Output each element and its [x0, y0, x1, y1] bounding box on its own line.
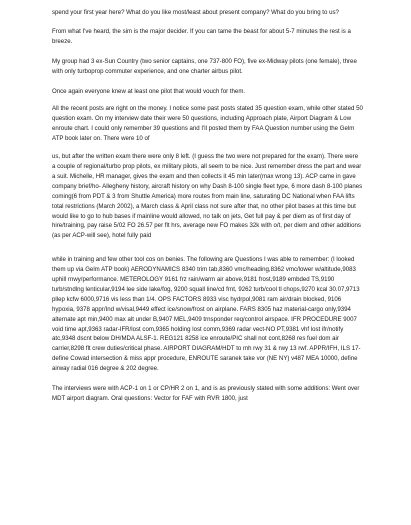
paragraph-group-composition: My group had 3 ex-Sun Country (two senior captains, one 737-800 FO), five ex-Midway pilots (one female), three with only turboprop commuter experience, and one charter airbus pilot.	[52, 57, 357, 75]
paragraph-interview-oral: The interviews were with ACP-1 on 1 or CP/HR 2 on 1, and is as previously stated with some additions: Went over MDT airport diagram. Oral questions: Vector for FAF with RVR 1800, just	[52, 384, 360, 402]
paragraph-vouch: Once again everyone knew at least one pilot that would vouch for them.	[52, 87, 246, 95]
paragraph-interview-questions: spend your first year here? What do you like most/least about present company? What do you bring to us?	[52, 9, 339, 16]
paragraph-exam-details: All the recent posts are right on the money. I notice some past posts stated 35 question exam, while other stated 50 question exam. On my interview date their were 50 questions, including Approach plate, Airport Diagram & Low enroute chart. I could only remember 39 questions and I'll posted them by FAA Question number using the Gelm ATP book later on. There were 10 of	[52, 105, 363, 143]
paragraph-sim-decider: From what I've heard, the sim is the major decider. If you can tame the beast for about 5-7 minutes the rest is a breeze.	[52, 28, 351, 46]
paragraph-written-exam-brief: us, but after the written exam there were only 8 left. (I guess the two were not prepared for the exam). There were a couple of regional/turbo prop pilots, ex military pilots, all seem to be nice. Just remember dress the part and wear a suit. Michelle, HR manager, gives the exam and then collects it 45 min later(max wrong 13). ACP came in gave company brief/ho- Allegheny history, aircraft history on why Dash 8-100 single fleet type, 6 more dash 8-100 planes coming(6 from PDT & 3 from Shuttle America) more routes from main line, saturating DC National when FAA lifts total restrictions (March 2002), a March class & April class not sure after that, no other pilot bases at this time but would like to go to hub bases if mainline would allowed, no talk on jets, Get full pay & per diem as of first day of hire/training, pay raise 5/02 FO 26.57 per flt hrs, average new FO makes 32k with o/t, per diem and other additions (as per ACP-will see), hotel fully paid	[52, 153, 363, 240]
paragraph-exam-questions: while in training and few other tool cos on benies. The following are Questions I was able to remember: (I looked them up via Gelm ATP book) AERODYNAMICS 8340 trim tab,8360 vmc/heading,8362 vmc/lower w/altitude,9083 uphill rnwy/performance. METEROLOGY 9161 frz rain/warm air above,9181 frost,9189 embded TS,9190 turb/stndlng lenticular,9194 lee side lake/fog, 9200 squall line/cd frnt, 9262 turb/cool tl chops,9270 kcal 30.07,9713 pllep kcfw 6000,9716 vis less than 1/4. OPS FACTORS 8933 visc hydrpol,9081 ram air/drain blocked, 9106 hypoxia, 9378 appr/Ind w/visal,9449 effect ice/snow/frost on airplane. FARS 8305 haz material-cargo only,9394 alternate apt min,9400 max alt under B,9407 MEL,9409 trnsponder req/control airspace. IFR PROCEDURE 9007 void time apt,9363 radar-IFR/lost com,9365 holding lost comm,9369 radar vect-NO PT,9381 vhf lost ifr/notify atc,9348 dscnt below DH/MDA ALSF-1. REG121 8258 ice enroute/PIC shall not cont,8268 res fuel dom air carrier,8298 flt crew duties/critical phase. AIRPORT DIAGRAM/HDT to mh rwy 31 & rwy 13 rwf. APPR/IFH, ILS 17-define Cowad intersection & miss appr procedure, ENROUTE saranek take vor (NE NY) v487 MEA 10000, define airway radial 016 degree & 202 degree.	[52, 256, 361, 373]
